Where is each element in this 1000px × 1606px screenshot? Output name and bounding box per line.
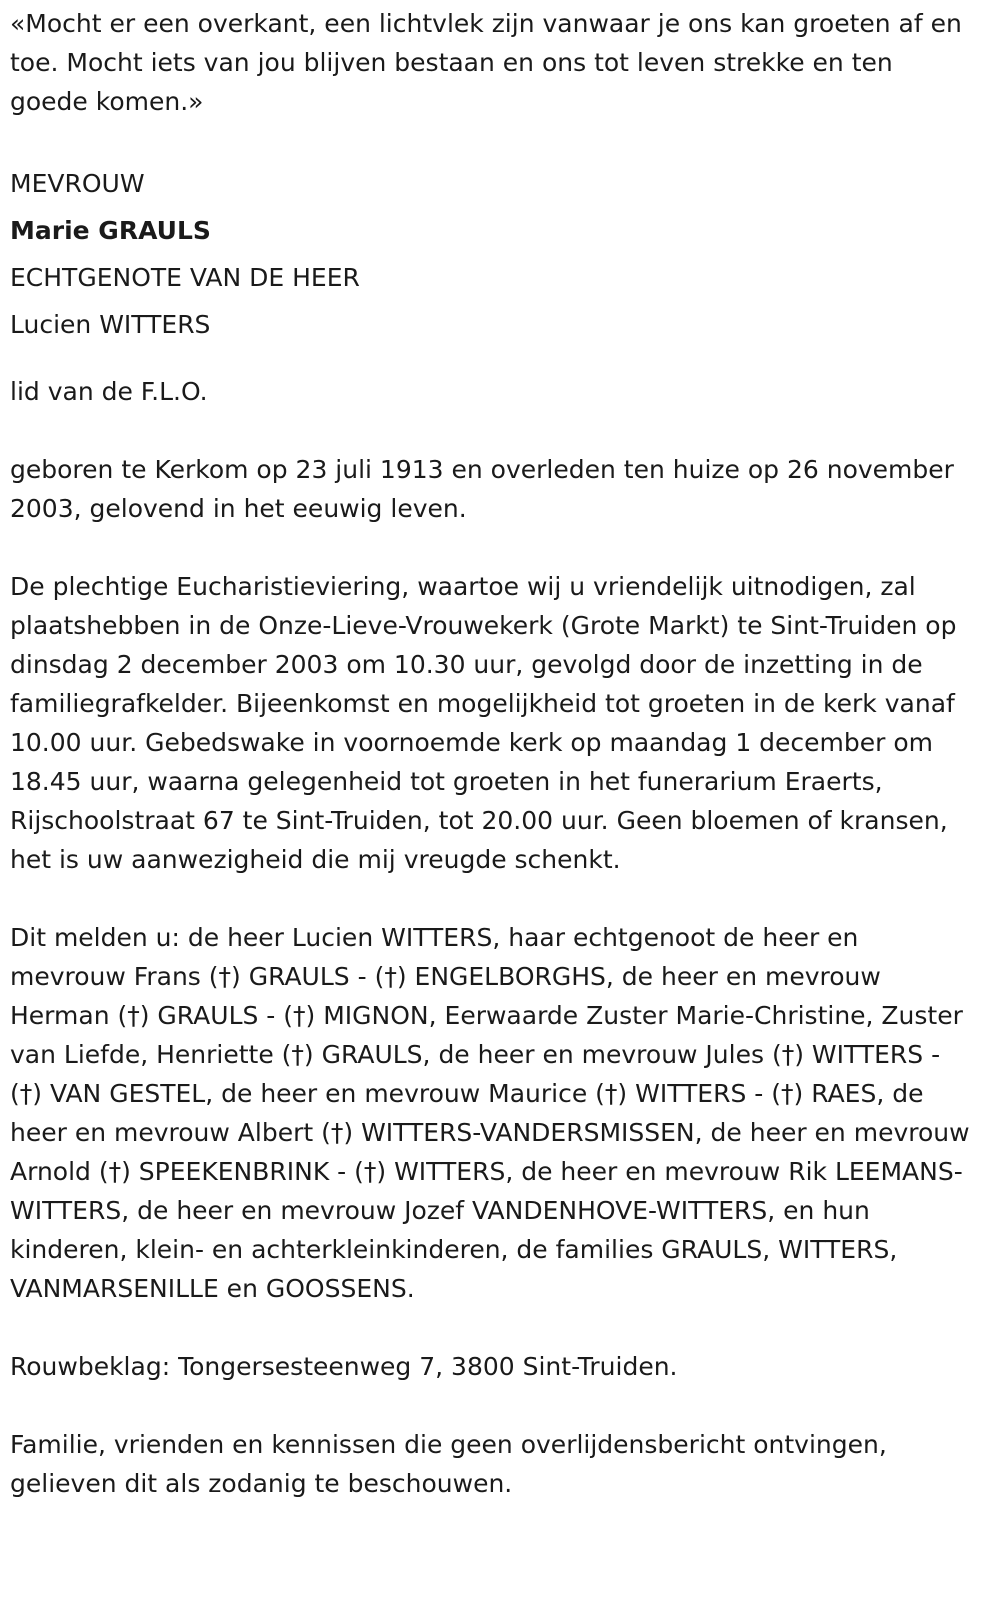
membership-text: lid van de F.L.O. xyxy=(10,377,208,406)
announcement-text: Dit melden u: de heer Lucien WITTERS, haar echtgenoot de heer en mevrouw Frans (†) GRAULS - (†) ENGELBORGHS, de heer en mevrouw Herman (†) GRAULS - (†) MIGNON, Eerwaarde Zuster Marie-Christine, Zuster van Liefde, Henriette (†) GRAULS, de heer en mevrouw Jules (†) WITTERS - (†) VAN GESTEL, de heer en mevrouw Maurice (†) WITTERS - (†) RAES, de heer en mevrouw Albert (†) WITTERS-VANDERSMISSEN, de heer en mevrouw Arnold (†) SPEEKENBRINK - (†) WITTERS, de heer en mevrouw Rik LEEMANS-WITTERS, de heer en mevrouw Jozef VANDENHOVE-WITTERS, en hun kinderen, klein- en achterkleinkinderen, de families GRAULS, WITTERS, VANMARSENILLE en GOOSSENS. xyxy=(10,923,970,1303)
closing-text: Familie, vrienden en kennissen die geen overlijdensbericht ontvingen, gelieven dit als zodanig te beschouwen. xyxy=(10,1430,887,1498)
deceased-title-block xyxy=(10,160,970,348)
opening-quote: «Mocht er een overkant, een lichtvlek zijn vanwaar je ons kan groeten af en toe. Mocht iets van jou blijven bestaan en ons tot leven strekke en ten goede komen.» xyxy=(10,9,962,116)
deceased-name: Marie GRAULS xyxy=(10,216,211,245)
spouse-name: Lucien WITTERS xyxy=(10,310,211,339)
ceremony-text: De plechtige Eucharistieviering, waartoe wij u vriendelijk uitnodigen, zal plaatshebben in de Onze-Lieve-Vrouwekerk (Grote Markt) te Sint-Truiden op dinsdag 2 december 2003 om 10.30 uur, gevolgd door de inzetting in de familiegrafkelder. Bijeenkomst en mogelijkheid tot groeten in de kerk vanaf 10.00 uur. Gebedswake in voornoemde kerk op maandag 1 december om 18.45 uur, waarna gelegenheid tot groeten in het funerarium Eraerts, Rijschoolstraat 67 te Sint-Truiden, tot 20.00 uur. Geen bloemen of kransen, het is uw aanwezigheid die mij vreugde schenkt. xyxy=(10,572,957,874)
birth-death-text: geboren te Kerkom op 23 juli 1913 en overleden ten huize op 26 november 2003, gelovend in het eeuwig leven. xyxy=(10,455,954,523)
relation-label: ECHTGENOTE VAN DE HEER xyxy=(10,263,360,292)
honorific: MEVROUW xyxy=(10,169,145,198)
condolences-address: Rouwbeklag: Tongersesteenweg 7, 3800 Sint-Truiden. xyxy=(10,1352,678,1381)
